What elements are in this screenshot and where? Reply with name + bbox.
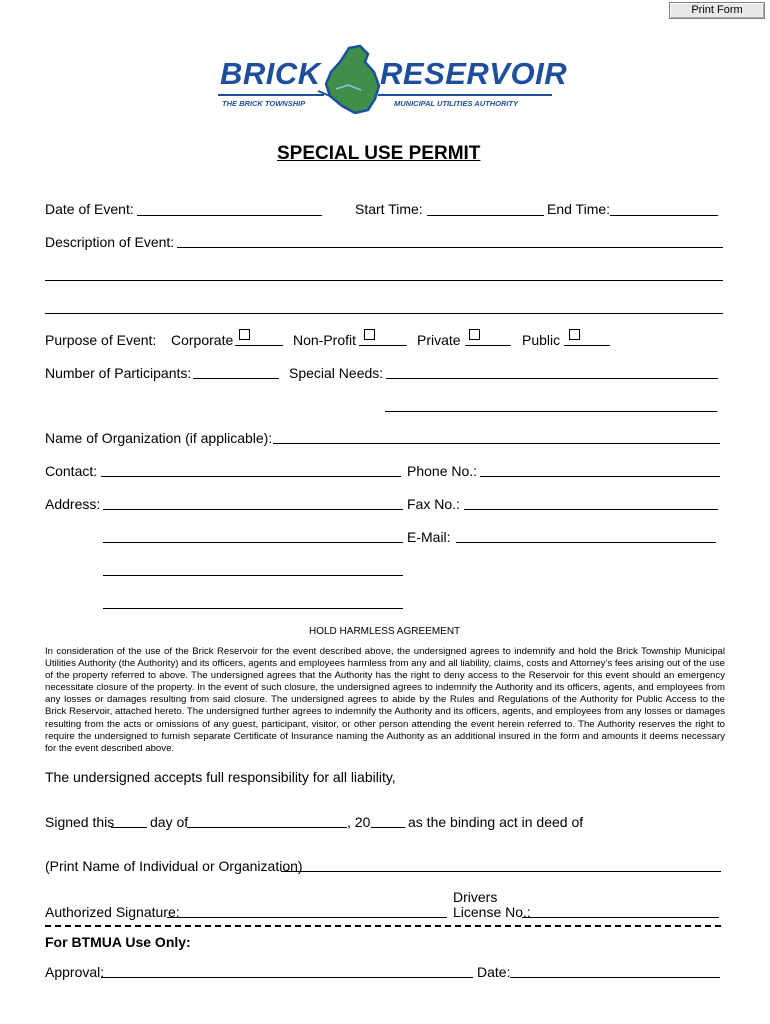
description-field-2[interactable] xyxy=(45,280,723,281)
address-field-3[interactable] xyxy=(103,575,403,576)
hold-harmless-heading: HOLD HARMLESS AGREEMENT xyxy=(309,626,461,637)
logo xyxy=(218,44,568,114)
license-field[interactable] xyxy=(522,917,719,918)
logo-right-word: RESERVOIR xyxy=(380,56,568,91)
approval-field[interactable] xyxy=(101,977,473,978)
special-needs-field-2[interactable] xyxy=(385,411,717,412)
office-use-heading: For BTMUA Use Only: xyxy=(45,934,191,950)
map-shape xyxy=(326,46,379,113)
phone-label: Phone No.: xyxy=(407,463,478,479)
participants-label: Number of Participants: xyxy=(45,365,192,381)
purpose-label: Purpose of Event: xyxy=(45,332,157,348)
signed-month-field[interactable] xyxy=(187,827,347,828)
signed-this-label: Signed this xyxy=(45,814,115,830)
logo-left-sub: THE BRICK TOWNSHIP xyxy=(222,99,306,108)
fax-field[interactable] xyxy=(464,509,718,510)
license-label: License No.: xyxy=(453,904,531,920)
public-label: Public xyxy=(522,332,561,348)
contact-field[interactable] xyxy=(101,476,401,477)
print-name-field[interactable] xyxy=(281,871,721,872)
end-time-field[interactable] xyxy=(610,215,718,216)
corporate-line xyxy=(235,345,283,346)
approval-label: Approval: xyxy=(45,964,105,980)
special-needs-label: Special Needs: xyxy=(289,365,384,381)
logo-right-rule xyxy=(378,94,552,96)
address-label: Address: xyxy=(45,496,101,512)
private-line xyxy=(465,345,511,346)
email-field[interactable] xyxy=(456,542,716,543)
signed-year-field[interactable] xyxy=(371,827,405,828)
logo-right-sub: MUNICIPAL UTILITIES AUTHORITY xyxy=(394,99,519,108)
organization-label: Name of Organization (if applicable): xyxy=(45,430,273,446)
fax-label: Fax No.: xyxy=(407,496,460,512)
print-form-button[interactable]: Print Form xyxy=(669,2,765,19)
address-field-1[interactable] xyxy=(103,509,403,510)
description-field-1[interactable] xyxy=(177,247,723,248)
divider xyxy=(45,925,721,927)
start-time-label: Start Time: xyxy=(355,201,423,217)
signed-day-field[interactable] xyxy=(111,827,147,828)
day-of-label: day of xyxy=(150,814,189,830)
non-profit-label: Non-Profit xyxy=(293,332,357,348)
description-field-3[interactable] xyxy=(45,313,723,314)
address-field-2[interactable] xyxy=(103,542,403,543)
binding-act-label: as the binding act in deed of xyxy=(408,814,584,830)
office-date-field[interactable] xyxy=(510,977,720,978)
year-prefix-label: , 20 xyxy=(347,814,371,830)
contact-label: Contact: xyxy=(45,463,98,479)
drivers-label: Drivers xyxy=(453,889,498,905)
special-needs-field-1[interactable] xyxy=(386,378,718,379)
authorized-signature-field[interactable] xyxy=(167,917,447,918)
corporate-checkbox[interactable] xyxy=(239,329,250,340)
authorized-signature-label: Authorized Signature: xyxy=(45,904,180,920)
phone-field[interactable] xyxy=(480,476,720,477)
public-checkbox[interactable] xyxy=(569,329,580,340)
page-title: SPECIAL USE PERMIT xyxy=(277,143,481,164)
logo-left-rule xyxy=(218,94,324,96)
accepts-liability-text: The undersigned accepts full responsibility for all liability, xyxy=(45,769,396,785)
corporate-label: Corporate xyxy=(171,332,234,348)
email-label: E-Mail: xyxy=(407,529,451,545)
private-checkbox[interactable] xyxy=(469,329,480,340)
date-of-event-label: Date of Event: xyxy=(45,201,134,217)
public-line xyxy=(564,345,610,346)
logo-left-word: BRICK xyxy=(220,56,321,91)
private-label: Private xyxy=(417,332,461,348)
hold-harmless-body: In consideration of the use of the Brick Reservoir for the event described above, the undersigned agrees to indemnify and hold the Brick Township Municipal Utilities Authority (the Authority) and its officers, agents and employees harmless from any and all liability, claims, costs and Attorney’s fees arising out of the use of the property referred to above. The undersigned agrees that the Authority has the right to deny access to the Reservoir for this event should an emergency necessitate closure of the property. In the event of such closure, the undersigned agrees to indemnify the Authority and its officers, agents, and employees from any losses or damages resulting from said closure. The undersigned agrees to abide by the Rules and Regulations of the Authority for Public Access to the Brick Reservoir, attached hereto. The undersigned further agrees to indemnify the Authority and its officers, agents, and employees from any losses or damages resulting from the acts or omissions of any guest, participant, visitor, or other person attending the event herein referred to. The Authority reserves the right to require the undersigned to furnish separate Certificate of Insurance naming the Authority as an additional insured in the form and amounts it deems necessary for the event described above. xyxy=(45,646,725,754)
organization-field[interactable] xyxy=(273,443,720,444)
non-profit-line xyxy=(359,345,407,346)
start-time-field[interactable] xyxy=(427,215,544,216)
print-name-label: (Print Name of Individual or Organization) xyxy=(45,858,303,874)
end-time-label: End Time: xyxy=(547,201,611,217)
description-label: Description of Event: xyxy=(45,234,175,250)
office-date-label: Date: xyxy=(477,964,511,980)
date-of-event-field[interactable] xyxy=(137,215,322,216)
participants-field[interactable] xyxy=(193,378,279,379)
non-profit-checkbox[interactable] xyxy=(364,329,375,340)
address-field-4[interactable] xyxy=(103,608,403,609)
